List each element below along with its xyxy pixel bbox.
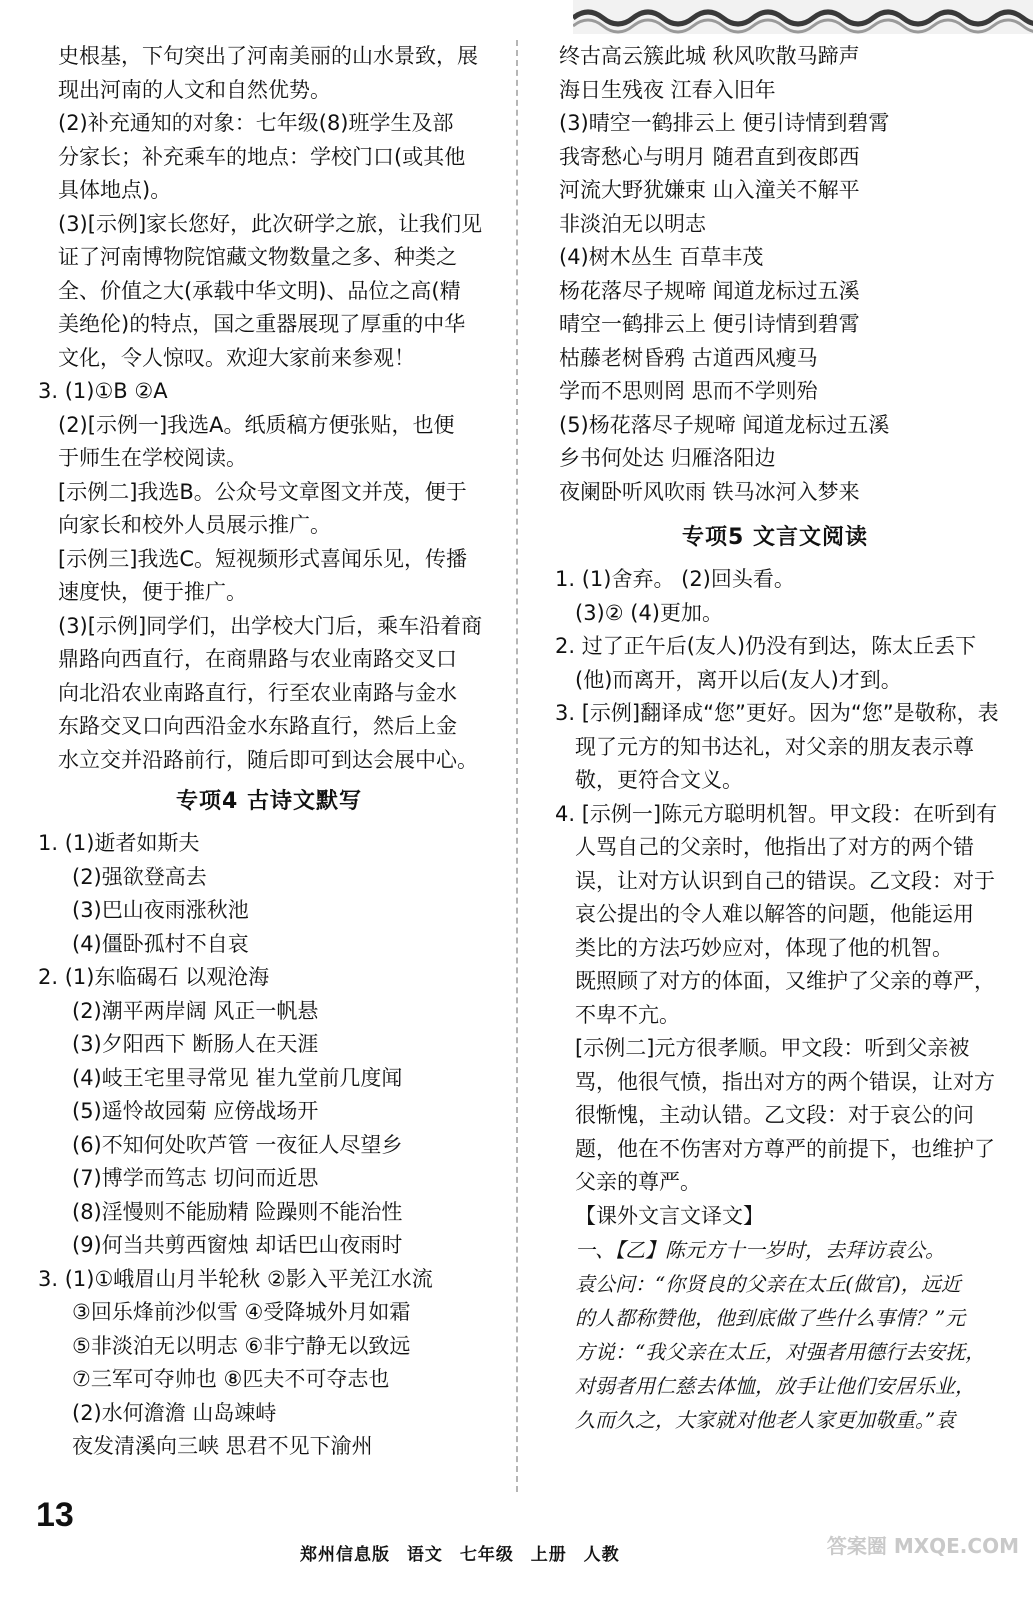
text-line: 史根基，下句突出了河南美丽的山水景致，展 [58,44,478,68]
text-line: 2. 过了正午后(友人)仍没有到达，陈太丘丢下 [555,634,977,658]
text-line: 哀公提出的令人难以解答的问题，他能运用 [575,902,974,926]
text-line: (3)[示例]同学们，出学校大门后，乘车沿着商 [58,613,483,638]
text-line: 夜发清溪向三峡 思君不见下渝州 [72,1434,373,1458]
text-line: (5)杨花落尽子规啼 闻道龙标过五溪 [559,412,890,437]
text-line: 海日生残夜 江春入旧年 [559,77,776,102]
left-column [38,40,500,1464]
text-line: 晴空一鹤排云上 便引诗情到碧霄 [559,312,860,336]
text-line: 文化，令人惊叹。欢迎大家前来参观！ [58,345,415,370]
text-line: 4. [示例一]陈元方聪明机智。甲文段：在听到有 [555,801,998,826]
text-line: 的人都称赞他，他到底做了些什么事情？”元 [575,1306,966,1330]
text-line: 对弱者用仁慈去体恤，放手让他们安居乐业， [575,1374,975,1398]
text-line: 袁公问：“你贤良的父亲在太丘(做官)，远近 [575,1272,961,1296]
text-line: 不卑不亢。 [575,1002,680,1027]
text-line: 非淡泊无以明志 [559,211,706,236]
text-line: 杨花落尽子规啼 闻道龙标过五溪 [559,278,860,303]
text-line: 河流大野犹嫌束 山入潼关不解平 [559,178,860,202]
text-line: 证了河南博物院馆藏文物数量之多、种类之 [58,245,457,269]
text-line: (7)博学而笃志 切问而近思 [72,1166,319,1190]
text-line: 现了元方的知书达礼，对父亲的朋友表示尊 [575,734,974,759]
translation-block [555,1233,995,1437]
answer-block-ancient-poetry [38,827,500,1464]
text-line: 全、价值之大(承载中华文明)、品位之高(精 [58,278,461,303]
text-line: 很惭愧，主动认错。乙文段：对于哀公的问 [575,1103,974,1127]
page-number: 13 [36,1496,74,1534]
column-divider [516,40,518,1492]
text-line: (2)强欲登高去 [72,864,207,889]
section-heading-5: 专项5 文言文阅读 [682,525,868,550]
text-line: 终古高云簇此城 秋风吹散马蹄声 [559,44,860,68]
text-line: 美绝伦)的特点，国之重器展现了厚重的中华 [58,312,466,336]
text-line: ⑦三军可夺帅也 ⑧匹夫不可夺志也 [72,1367,390,1391]
answer-block-classical-reading [555,563,999,1233]
text-line: (9)何当共剪西窗烛 却话巴山夜雨时 [72,1233,403,1257]
text-line: 于师生在学校阅读。 [58,446,247,470]
text-line: (5)遥怜故园菊 应傍战场开 [72,1099,319,1123]
text-line: (3)巴山夜雨涨秋池 [72,898,249,922]
text-line: (4)树木丛生 百草丰茂 [559,245,764,269]
text-line: (他)而离开，离开以后(友人)才到。 [575,667,902,692]
text-line: (8)淫慢则不能励精 险躁则不能治性 [72,1199,403,1224]
text-line: (2)水何澹澹 山岛竦峙 [72,1400,277,1425]
text-line: ③回乐烽前沙似雪 ④受降城外月如霜 [72,1300,411,1324]
decorative-wave-header [573,0,1033,34]
text-line: 乡书何处达 归雁洛阳边 [559,446,776,470]
text-line: (4)僵卧孤村不自哀 [72,931,249,956]
text-line: 【课外文言文译文】 [575,1203,764,1228]
text-line: 敬，更符合文义。 [575,768,743,792]
watermark-logo: 答案圈 MXQE.COM [826,1534,1019,1558]
text-line: 我寄愁心与明月 随君直到夜郎西 [559,144,860,169]
text-line: (3)晴空一鹤排云上 便引诗情到碧霄 [559,111,890,135]
footer-edition-info: 郑州信息版 语文 七年级 上册 人教 [300,1545,620,1565]
text-line: [示例二]元方很孝顺。甲文段：听到父亲被 [575,1036,970,1060]
text-line: (2)潮平两岸阔 风正一帆悬 [72,998,319,1023]
text-line: (3)夕阳西下 断肠人在天涯 [72,1032,319,1056]
text-line: 既照顾了对方的体面，又维护了父亲的尊严， [575,969,995,993]
section-heading-4: 专项4 古诗文默写 [176,789,362,814]
text-line: (3)② (4)更加。 [575,600,723,625]
text-line: 3. (1)①B ②A [38,379,168,403]
right-column [555,40,999,1437]
text-line: ⑤非淡泊无以明志 ⑥非宁静无以致远 [72,1333,411,1358]
text-line: [示例三]我选C。短视频形式喜闻乐见，传播 [58,546,468,571]
text-line: 骂，他很气愤，指出对方的两个错误，让对方 [575,1069,995,1094]
text-line: [示例二]我选B。公众号文章图文并茂，便于 [58,479,467,504]
text-line: 人骂自己的父亲时，他指出了对方的两个错 [575,835,974,859]
text-line: (2)[示例一]我选A。纸质稿方便张贴，也便 [58,412,455,437]
text-line: 久而久之，大家就对他老人家更加敬重。”袁 [575,1408,956,1432]
text-line: 误，让对方认识到自己的错误。乙文段：对于 [575,868,995,893]
text-line: 1. (1)逝者如斯夫 [38,831,200,855]
text-line: 具体地点)。 [58,178,172,202]
text-line: 夜阑卧听风吹雨 铁马冰河入梦来 [559,479,860,504]
text-line: 3. [示例]翻译成“您”更好。因为“您”是敬称，表 [555,701,999,725]
text-line: (4)岐王宅里寻常见 崔九堂前几度闻 [72,1065,403,1090]
text-line: (3)[示例]家长您好，此次研学之旅，让我们见 [58,211,483,236]
text-line: 一、【乙】陈元方十一岁时，去拜访袁公。 [575,1238,945,1262]
answer-block-left-top [38,40,500,777]
text-line: 向北沿农业南路直行，行至农业南路与金水 [58,680,457,705]
text-line: 向家长和校外人员展示推广。 [58,513,331,537]
text-line: 学而不思则罔 思而不学则殆 [559,379,818,403]
text-line: 方说：“我父亲在太丘，对强者用德行去安抚， [575,1340,986,1364]
text-line: 枯藤老树昏鸦 古道西风瘦马 [559,345,818,370]
text-line: 类比的方法巧妙应对，体现了他的机智。 [575,935,953,960]
text-line: 现出河南的人文和自然优势。 [58,77,331,102]
text-line: 分家长；补充乘车的地点：学校门口(或其他 [58,144,466,169]
text-line: 2. (1)东临碣石 以观沧海 [38,965,270,989]
text-line: 速度快，便于推广。 [58,580,247,604]
text-line: 鼎路向西直行，在商鼎路与农业南路交叉口 [58,647,457,671]
text-line: 题，他在不伤害对方尊严的前提下，也维护了 [575,1136,995,1161]
text-line: 东路交叉口向西沿金水东路直行，然后上金 [58,714,457,738]
text-line: 3. (1)①峨眉山月半轮秋 ②影入平羌江水流 [38,1266,433,1291]
text-line: 父亲的尊严。 [575,1170,701,1194]
text-line: (6)不知何处吹芦管 一夜征人尽望乡 [72,1132,403,1157]
text-line: 1. (1)舍弃。 (2)回头看。 [555,567,795,591]
text-line: (2)补充通知的对象：七年级(8)班学生及部 [58,111,454,135]
text-line: 水立交并沿路前行，随后即可到达会展中心。 [58,747,478,772]
answer-block-right-top [555,40,995,509]
